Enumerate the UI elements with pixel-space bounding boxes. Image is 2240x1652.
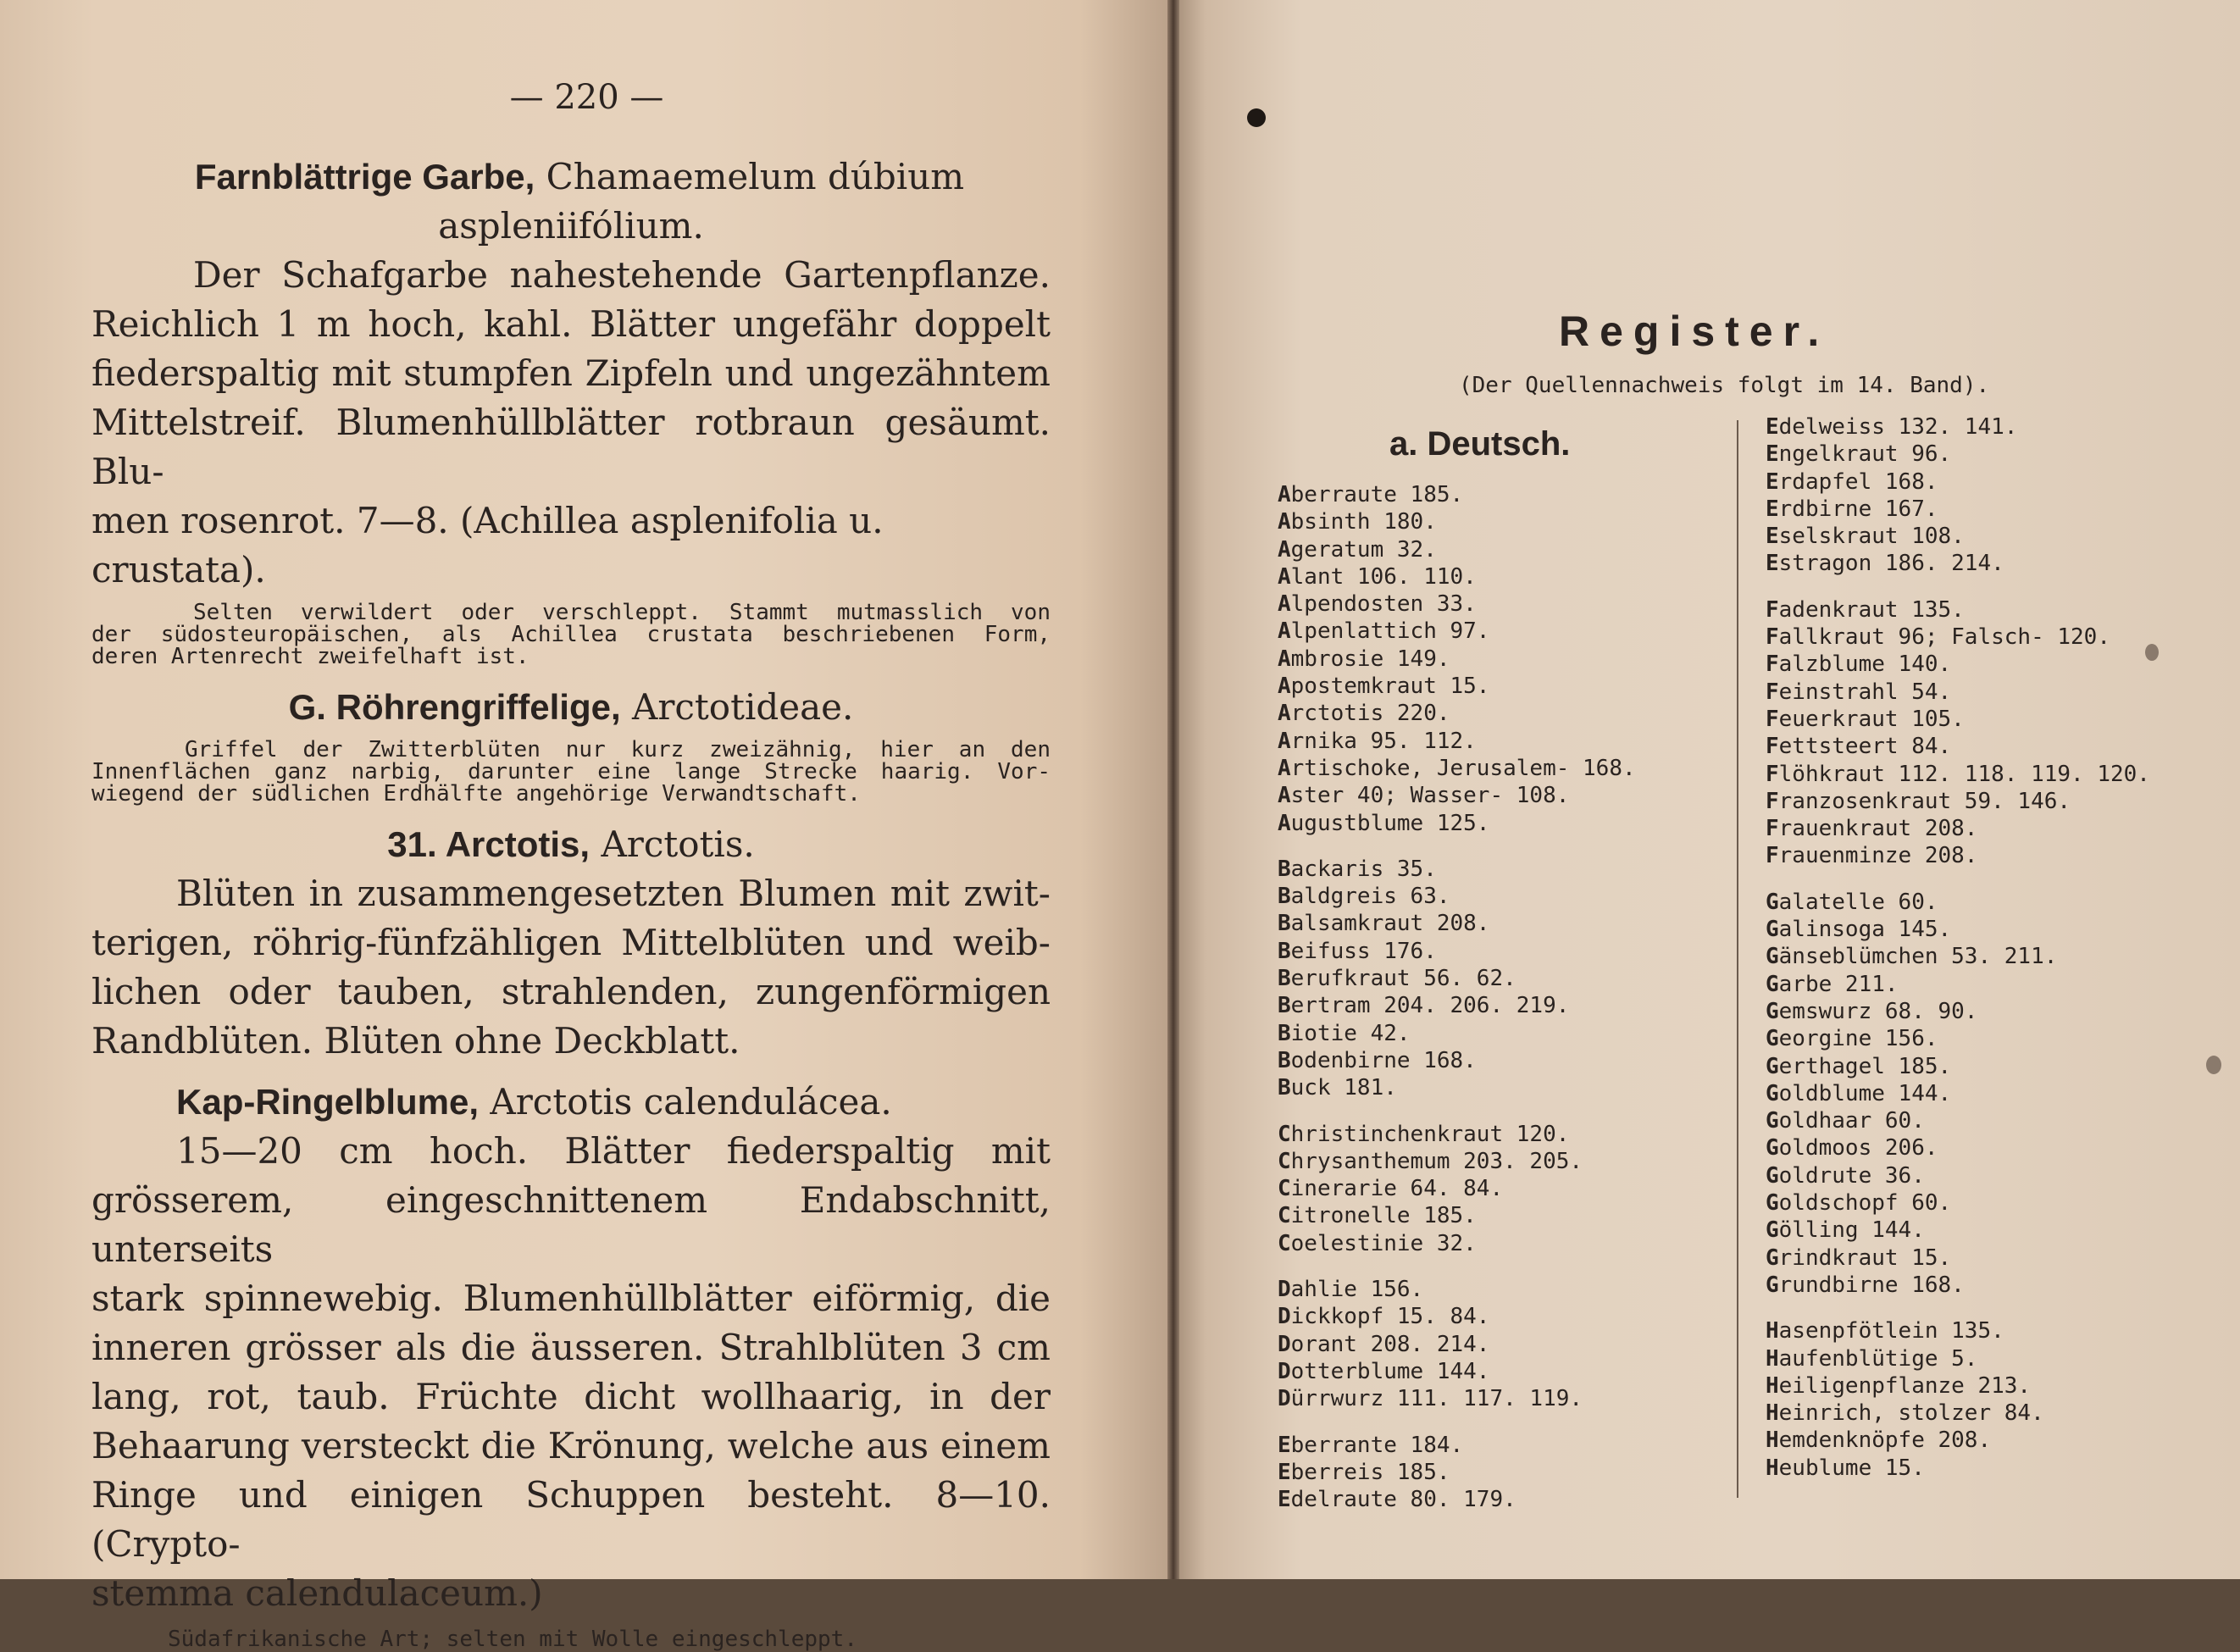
kap-heading-bold: Kap-Ringelblume, [176,1082,480,1122]
index-entry: Absinth 180. [1278,509,1437,535]
index-entry: Cinerarie 64. 84. [1278,1176,1504,1202]
index-entry: Georgine 156. [1766,1026,1938,1052]
text-line: stark spinnewebig. Blumenhüllblätter eiförmig, die [91,1278,1051,1319]
index-entry: Gölling 144. [1766,1217,1925,1244]
index-entry: Galatelle 60. [1766,889,1938,915]
index-entry: Estragon 186. 214. [1766,551,2004,577]
farn-heading-latin: Chamaemelum dúbium [535,156,965,197]
text-line: Der Schafgarbe nahestehende Gartenpflanze. [193,254,1051,296]
index-entry: Bertram 204. 206. 219. [1278,993,1570,1019]
text-line: Reichlich 1 m hoch, kahl. Blätter ungefähr doppelt [91,303,1051,345]
index-entry: Bodenbirne 168. [1278,1047,1477,1073]
text-line: lichen oder tauben, strahlenden, zungenförmigen [91,971,1051,1012]
text-line: stemma calendulaceum.) [91,1572,543,1614]
farn-note [91,601,1051,668]
note-line: der südosteuropäischen, als Achillea crustata beschriebenen Form, [91,622,1051,647]
index-entry: Fettsteert 84. [1766,734,1952,760]
stain-spot [2206,1056,2221,1074]
index-entry: Buck 181. [1278,1075,1397,1101]
arctotis-heading-latin: Arctotis. [590,823,755,865]
index-entry: Aberraute 185. [1278,482,1464,507]
book-gutter [1167,0,1179,1579]
index-entry: Heublume 15. [1766,1455,1925,1481]
index-entry: Alant 106. 110. [1278,563,1477,590]
g-heading-latin: Arctotideae. [620,686,854,728]
index-entry: Feuerkraut 105. [1766,706,1965,732]
index-entry: Haufenblütige 5. [1766,1345,1978,1372]
index-entry: Edelraute 80. 179. [1278,1487,1516,1513]
g-note [91,739,1051,805]
stain-spot [2145,644,2159,661]
index-entry: Biotie 42. [1278,1020,1411,1046]
index-entry: Artischoke, Jerusalem- 168. [1278,755,1636,781]
farn-heading-line2: aspleniifólium. [438,205,704,247]
index-entry: Alpenlattich 97. [1278,618,1490,645]
page-number: — 220 — [509,78,664,117]
kap-heading [91,1078,1051,1127]
text-line: Mittelstreif. Blumenhüllblätter rotbraun gesäumt. Blu- [91,402,1051,492]
index-entry: Ageratum 32. [1278,536,1437,563]
text-line: terigen, röhrig-fünfzähligen Mittelblüten und weib- [91,922,1051,963]
text-line: Behaarung versteckt die Krönung, welche aus einem [91,1425,1051,1466]
column-divider [1737,420,1738,1498]
text-line: men rosenrot. 7—8. (Achillea asplenifolia u. crustata). [91,500,884,590]
index-entry: Galinsoga 145. [1766,917,1952,943]
text-line: Blüten in zusammengesetzten Blumen mit zwit- [176,873,1051,914]
index-entry: Christinchenkraut 120. [1278,1121,1570,1147]
index-entry: Goldschopf 60. [1766,1190,1952,1217]
ink-spot [1247,108,1266,127]
index-entry: Hasenpfötlein 135. [1766,1318,2004,1344]
index-entry: Goldblume 144. [1766,1080,1952,1106]
index-entry: Berufkraut 56. 62. [1278,966,1516,992]
register-subtitle: (Der Quellennachweis folgt im 14. Band). [1459,373,1990,398]
farn-body [91,251,1051,595]
g-heading [91,683,1051,732]
index-entry: Citronelle 185. [1278,1203,1477,1229]
note-line: Innenflächen ganz narbig, darunter eine lange Strecke haarig. Vor- [91,759,1051,784]
text-line: Ringe und einigen Schuppen besteht. 8—10. (Crypto- [91,1474,1051,1565]
index-entry: Aster 40; Wasser- 108. [1278,783,1570,809]
index-entry: Feinstrahl 54. [1766,679,1952,705]
index-entry: Heinrich, stolzer 84. [1766,1400,2044,1427]
index-entry: Alpendosten 33. [1278,591,1477,618]
note-line: Selten verwildert oder verschleppt. Stammt mutmasslich von [193,600,1051,625]
text-line: Randblüten. Blüten ohne Deckblatt. [91,1020,740,1062]
index-entry: Heiligenpflanze 213. [1766,1372,2032,1399]
index-entry: Erdbirne 167. [1766,496,1938,522]
index-entry: Franzosenkraut 59. 146. [1766,788,2071,814]
index-entry: Hemdenknöpfe 208. [1766,1427,1992,1454]
index-entry: Dahlie 156. [1278,1277,1424,1303]
section-label: a. Deutsch. [1389,425,1571,463]
index-entry: Gemswurz 68. 90. [1766,998,1978,1024]
index-entry: Erdapfel 168. [1766,468,1938,495]
index-entry: Flöhkraut 112. 118. 119. 120. [1766,761,2150,787]
index-entry: Dotterblume 144. [1278,1358,1490,1384]
index-entry: Dorant 208. 214. [1278,1331,1490,1357]
index-column-1 [1278,481,1636,1513]
index-entry: Garbe 211. [1766,971,1899,997]
kap-note: Südafrikanische Art; selten mit Wolle eingeschleppt. [168,1627,857,1652]
note-line: Griffel der Zwitterblüten nur kurz zweizähnig, hier an den [185,737,1051,762]
index-entry: Engelkraut 96. [1766,441,1952,468]
arctotis-heading-bold: 31. Arctotis, [387,824,590,864]
register-title: Register. [1559,308,1830,355]
index-entry: Backaris 35. [1278,856,1437,882]
text-line: lang, rot, taub. Früchte dicht wollhaarig, in der [91,1376,1051,1417]
text-line: fiederspaltig mit stumpfen Zipfeln und ungezähntem [91,352,1051,394]
index-entry: Grindkraut 15. [1766,1245,1952,1271]
index-entry: Chrysanthemum 203. 205. [1278,1148,1583,1174]
index-entry: Gerthagel 185. [1766,1053,1952,1079]
note-line: wiegend der südlichen Erdhälfte angehörige Verwandtschaft. [91,781,861,807]
kap-body [91,1127,1051,1618]
index-entry: Arctotis 220. [1278,701,1450,727]
index-entry: Goldhaar 60. [1766,1108,1925,1134]
note-line: deren Artenrecht zweifelhaft ist. [91,644,530,669]
left-text-column [91,152,1051,1650]
arctotis-heading [91,820,1051,869]
index-entry: Gänseblümchen 53. 211. [1766,944,2058,970]
index-entry: Eberreis 185. [1278,1459,1450,1485]
index-entry: Coelestinie 32. [1278,1230,1477,1256]
index-entry: Falzblume 140. [1766,651,1952,678]
text-line: grösserem, eingeschnittenem Endabschnitt, unterseits [91,1179,1051,1270]
index-entry: Goldmoos 206. [1766,1135,1938,1161]
index-column-2 [1766,413,2150,1482]
kap-heading-latin: Arctotis calendulácea. [479,1081,892,1123]
index-entry: Frauenminze 208. [1766,843,1978,869]
index-entry: Fadenkraut 135. [1766,596,1965,623]
g-heading-bold: G. Röhrengriffelige, [288,687,621,727]
index-entry: Fallkraut 96; Falsch- 120. [1766,624,2110,651]
index-entry: Goldrute 36. [1766,1162,1925,1189]
index-entry: Grundbirne 168. [1766,1272,1965,1298]
index-entry: Beifuss 176. [1278,938,1437,964]
arctotis-body [91,869,1051,1066]
index-entry: Frauenkraut 208. [1766,816,1978,842]
index-entry: Baldgreis 63. [1278,884,1450,910]
text-line: inneren grösser als die äusseren. Strahlblüten 3 cm [91,1327,1051,1368]
index-entry: Augustblume 125. [1278,810,1490,836]
index-entry: Apostemkraut 15. [1278,674,1490,700]
index-entry: Ambrosie 149. [1278,646,1450,672]
farn-heading-bold: Farnblättrige Garbe, [194,157,535,197]
index-entry: Dürrwurz 111. 117. 119. [1278,1386,1583,1412]
index-entry: Eberrante 184. [1278,1432,1464,1458]
index-entry: Edelweiss 132. 141. [1766,414,2018,440]
index-entry: Arnika 95. 112. [1278,728,1477,754]
index-entry: Balsamkraut 208. [1278,911,1490,937]
farn-heading [91,152,1051,202]
text-line: 15—20 cm hoch. Blätter fiederspaltig mit [176,1130,1051,1172]
index-entry: Eselskraut 108. [1766,524,1965,550]
index-entry: Dickkopf 15. 84. [1278,1304,1490,1330]
